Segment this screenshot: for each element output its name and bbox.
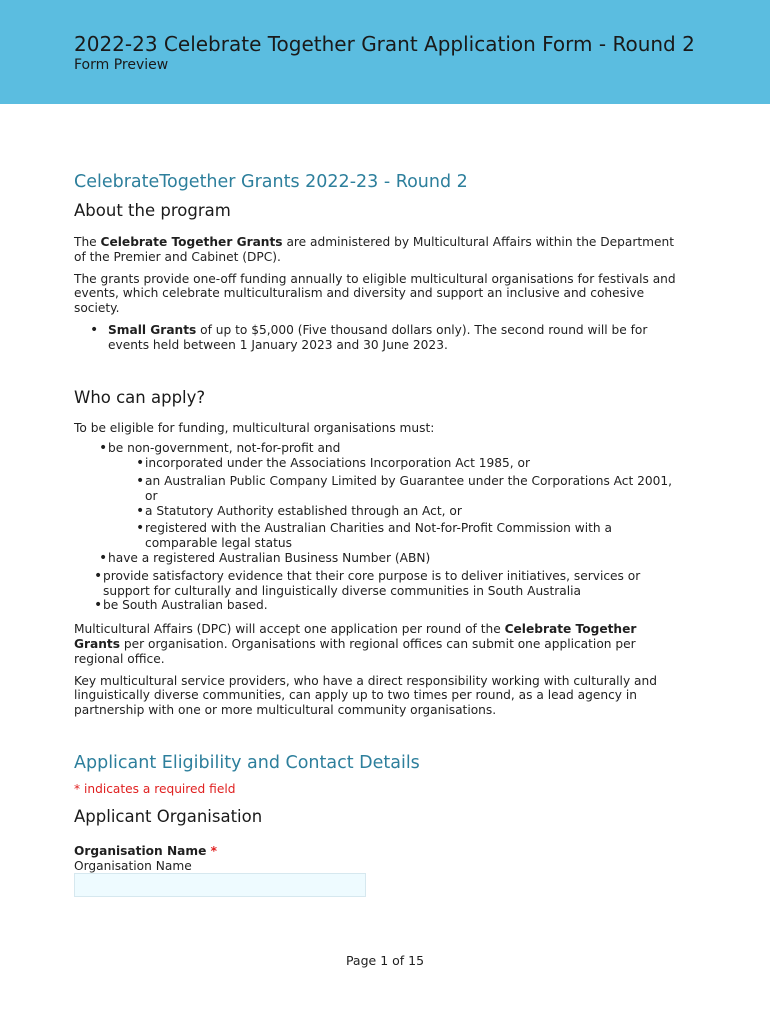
form-title: 2022-23 Celebrate Together Grant Application Form - Round 2 (74, 32, 695, 56)
organisation-name-input[interactable] (74, 873, 366, 897)
org-heading: Applicant Organisation (74, 806, 263, 826)
item-text: an Australian Public Company Limited by Guarantee under the Corporations Act 2001, or (145, 473, 673, 503)
item-text: incorporated under the Associations Incorporation Act 1985, or (145, 456, 530, 471)
who-heading: Who can apply? (74, 387, 206, 407)
eligibility-sublist (74, 456, 680, 551)
eligibility-list (74, 441, 680, 456)
required-asterisk: * (210, 843, 217, 858)
eligibility-list-3 (74, 569, 683, 613)
who-paragraph-4: Key multicultural service providers, who have a direct responsibility working with culturally and linguistically diverse communities, can apply up to two times per round, as a lead agency in partnership with one or more multicultural community organisations. (74, 673, 657, 718)
about-heading: About the program (74, 201, 231, 220)
item-text: be non-government, not-for-profit and (108, 441, 341, 456)
p3-text: Multicultural Affairs (DPC) will accept one application per round of the (74, 622, 505, 637)
list-item (99, 323, 680, 353)
item-text: a Statutory Authority established through an Act, or (145, 503, 462, 518)
p1-bold: Celebrate Together Grants (100, 235, 283, 249)
list-item (145, 456, 680, 471)
eligibility-list-2 (74, 551, 680, 566)
item-text: registered with the Australian Charities and Not-for-Profit Commission with a comparable legal status (145, 521, 612, 551)
program-bullets (74, 323, 680, 353)
p3-bold: Celebrate Together Grants (74, 622, 637, 651)
item-text: be South Australian based. (103, 598, 268, 613)
label-text: Organisation Name (74, 843, 207, 858)
eligibility-title: Applicant Eligibility and Contact Details (74, 752, 420, 773)
form-subtitle: Form Preview (74, 57, 169, 73)
list-item (145, 521, 680, 551)
who-paragraph-3 (74, 622, 680, 666)
small-grants-bold: Small Grants (108, 322, 197, 337)
list-item (145, 474, 680, 504)
list-item (103, 598, 683, 613)
program-paragraph-2: The grants provide one-off funding annually to eligible multicultural organisations for festivals and events, which celebrate multiculturalism and diversity and support an inclusive and cohesive society. (74, 271, 676, 316)
list-item (108, 441, 680, 456)
organisation-name-hint: Organisation Name (74, 858, 192, 873)
p3-text-end: per organisation. Organisations with regional offices can submit one application per regional office. (74, 636, 636, 666)
p1-text-end: are administered by Multicultural Affairs within the Department of the Premier and Cabinet (DPC). (74, 235, 675, 264)
program-paragraph-1 (74, 235, 680, 265)
form-header (0, 0, 770, 104)
required-note: * indicates a required field (74, 781, 236, 796)
list-item (103, 569, 683, 599)
organisation-name-label (74, 844, 680, 859)
list-item (108, 551, 680, 566)
list-item (145, 504, 680, 519)
who-intro: To be eligible for funding, multicultural organisations must: (74, 420, 435, 435)
p1-text: The (74, 235, 101, 249)
small-grants-text: of up to $5,000 (Five thousand dollars only). The second round will be for events held between 1 January 2023 and 30 June 2023. (108, 322, 648, 352)
item-text: provide satisfactory evidence that their core purpose is to deliver initiatives, services or support for culturally and linguistically diverse communities in South Australia (103, 568, 641, 598)
page-number: Page 1 of 15 (345, 953, 425, 968)
item-text: have a registered Australian Business Number (ABN) (108, 550, 431, 565)
form-content (74, 170, 680, 897)
program-title: CelebrateTogether Grants 2022-23 - Round 2 (74, 172, 468, 192)
